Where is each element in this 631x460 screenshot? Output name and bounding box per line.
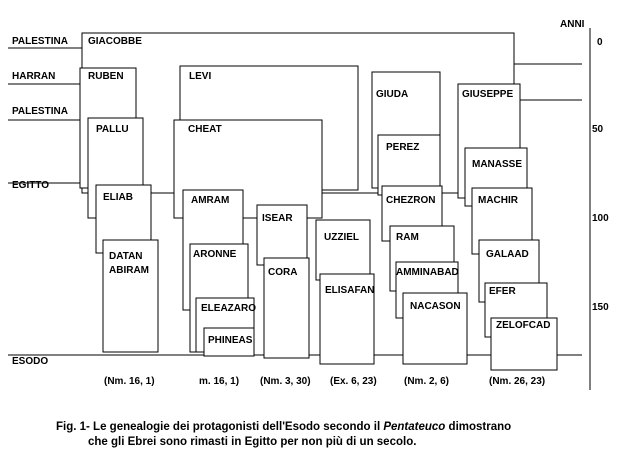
place-palestina-2: PALESTINA xyxy=(12,106,68,117)
anni-label: ANNI xyxy=(560,19,585,30)
place-esodo: ESODO xyxy=(12,356,49,367)
person-amminabad: AMMINABAD xyxy=(396,267,459,278)
caption-italic: Pentateuco xyxy=(383,421,446,433)
person-ram: RAM xyxy=(396,232,419,243)
person-amram: AMRAM xyxy=(191,195,230,206)
caption-prefix: Fig. 1- Le genealogie dei protagonisti dell'Esodo secondo il xyxy=(56,421,384,433)
caption-line-2: che gli Ebrei sono rimasti in Egitto per non più di un secolo. xyxy=(88,436,417,448)
person-efer: EFER xyxy=(489,286,516,297)
scale-tick-100: 100 xyxy=(592,213,609,224)
person-pallu: PALLU xyxy=(96,124,129,135)
person-galaad: GALAAD xyxy=(486,249,529,260)
ref-elisafan: (Ex. 6, 23) xyxy=(330,376,377,387)
place-egitto: EGITTO xyxy=(12,180,50,191)
person-eleazaro: ELEAZARO xyxy=(201,303,256,314)
person-giuseppe: GIUSEPPE xyxy=(462,89,514,100)
place-harran: HARRAN xyxy=(12,71,56,82)
box-uzziel xyxy=(316,220,370,280)
scale-tick-150: 150 xyxy=(592,302,609,313)
person-eliab: ELIAB xyxy=(103,192,133,203)
person-levi: LEVI xyxy=(189,71,212,82)
person-aronne: ARONNE xyxy=(193,249,237,260)
person-zelofcad: ZELOFCAD xyxy=(496,320,551,331)
person-giuda: GIUDA xyxy=(376,89,409,100)
person-elisafan: ELISAFAN xyxy=(325,285,375,296)
scale-tick-0: 0 xyxy=(597,37,603,48)
person-isear: ISEAR xyxy=(262,213,293,224)
person-perez: PEREZ xyxy=(386,142,420,153)
person-giacobbe: GIACOBBE xyxy=(88,36,142,47)
ref-zelofcad: (Nm. 26, 23) xyxy=(489,376,546,387)
person-cheat: CHEAT xyxy=(188,124,222,135)
person-chezron: CHEZRON xyxy=(386,195,436,206)
place-palestina-1: PALESTINA xyxy=(12,36,68,47)
person-nacason: NACASON xyxy=(410,301,461,312)
ref-datan-abiram: (Nm. 16, 1) xyxy=(104,376,155,387)
person-phineas: PHINEAS xyxy=(208,335,253,346)
person-ruben: RUBEN xyxy=(88,71,124,82)
caption-line-1 xyxy=(56,420,511,435)
person-cora: CORA xyxy=(268,267,298,278)
caption-suffix: dimostrano xyxy=(445,421,512,433)
scale-tick-50: 50 xyxy=(592,124,604,135)
ref-cora: (Nm. 3, 30) xyxy=(260,376,311,387)
person-uzziel: UZZIEL xyxy=(324,232,359,243)
person-datan: DATAN xyxy=(109,251,143,262)
ref-aronne: m. 16, 1) xyxy=(199,376,240,387)
ref-nacason: (Nm. 2, 6) xyxy=(404,376,450,387)
person-machir: MACHIR xyxy=(478,195,518,206)
person-manasse: MANASSE xyxy=(472,159,523,170)
person-abiram: ABIRAM xyxy=(109,265,149,276)
